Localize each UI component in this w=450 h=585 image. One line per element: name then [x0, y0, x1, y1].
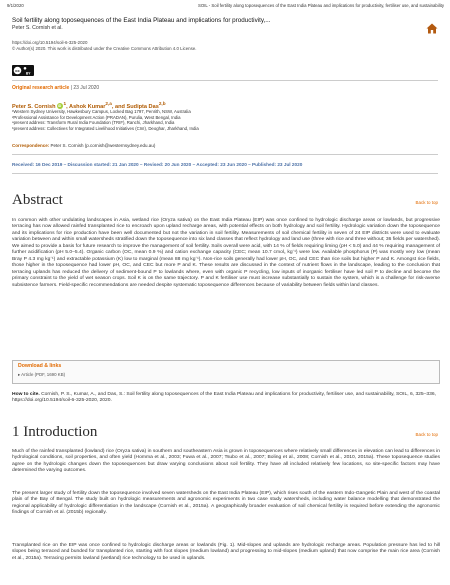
- download-links-title[interactable]: Download & links: [18, 363, 62, 369]
- article-header: [12, 17, 412, 32]
- introduction-paragraph: Much of the rainfed transplanted (lowland) rice (Oryza sativa) in southern and southeastern Asia is grown in toposequences where relatively small differences in elevation can lead to differences in hydrological conditions, soil properties, and often yield (Homma et al., 2003; Fuwa et al., 2007; Tsubo et al., 2007; Boling et al., 2008; Cornish et al., 2010, 2015a). These toposequence studies agree on the hydrologic changes down the toposequences but draw varying conclusions about soil fertility. They have all included relatively few locations, so site-specific factors may have determined the varying outcomes.: [12, 449, 440, 474]
- article-type: [12, 85, 99, 91]
- article-short-authors: Peter S. Cornish et al.: [12, 25, 63, 31]
- author-3-affiliation: 2,b: [158, 101, 166, 106]
- article-type-label: Original research article: [12, 85, 70, 91]
- back-to-top-link[interactable]: Back to top: [415, 200, 438, 205]
- introduction-paragraph: Transplanted rice on the EIP was once confined to hydrologic discharge areas or lowlands (Fig. 1). Mid-slopes and uplands are hydrologic recharge areas. Population pressure has led to hill slopes being terraced and bunded for transplanted rice, starting with foot slopes (medium lowland) and progressing to mid-slopes (medium upland) that now comprise the main rice area (Cornish et al., 2015a). Terracing permits lowland (wetland) rice technology to be used in uplands.: [12, 543, 440, 561]
- affiliation-item: ᵇpresent address: Collectives for Integrated Livelihood Initiatives (CInI), Deoghar, Jharkhand, India: [12, 125, 199, 131]
- by-label: BY: [25, 71, 31, 76]
- introduction-heading: 1 Introduction: [12, 424, 98, 440]
- cc-label: cc: [15, 68, 20, 73]
- back-to-top-link[interactable]: Back to top: [415, 432, 438, 437]
- running-title: SOIL - Soil fertility along toposequences of the East India Plateau and implications for productivity, fertiliser use, and sustainability: [197, 3, 444, 8]
- license-text: © Author(s) 2020. This work is distributed under the Creative Commons Attribution 4.0 License.: [12, 45, 197, 51]
- author-3[interactable]: , and Sudipta Das: [111, 103, 159, 110]
- affiliation-item: ᵃpresent address: Transform Rural India Foundation (TRIF), Ranchi, Jharkhand, India: [12, 120, 175, 126]
- affiliation-item: ²Professional Assistance for Development Action (PRADAN), Purulia, West Bengal, India: [12, 114, 181, 120]
- article-pdf-link[interactable]: ▸ Article (PDF, 1690 KB): [18, 372, 66, 377]
- orcid-icon[interactable]: iD: [57, 104, 62, 109]
- article-short-title: Soil fertility along toposequences of the East India Plateau and implications for productivity,...: [12, 17, 271, 24]
- divider: [12, 173, 438, 174]
- abstract-text: In common with other undulating landscapes in Asia, wetland rice (Oryza sativa) on the East India Plateau (EIP) was once confined to hydrologic discharge areas or lowlands, but progressive terracing has now allowed rainfed transplanted rice to encroach upon upland recharge areas, with potential effects on both hydrology and soil fertility. Hydrologic variation down the toposequence and its implications for rice production have been well documented but not the variation in soil fertility. Measurements of soil chemical fertility in seven of 24 EIP districts were used to evaluate variation between and within small watersheds stratified down the toposequence into six land classes that reflect hydrology and land use (three with rice and three without; 36 fields per watershed). We aimed to provide a basis for future research to improve the management of soil fertility. Soils overall were acid, with 14 % of fields requiring liming (pH < 5.0) and 44 % requiring management of further acidification (pH 5.0–5.4). Organic carbon (OC, mean 0.9 %) and cation exchange capacity (CEC; mean 10.7 cmol꜀ kg⁻¹) were low. Available phosphorus (P) was mostly very low (mean Bray P 4.3 mg kg⁻¹) and extractable potassium (K) low to marginal (mean 88 mg kg⁻¹). Non-rice soils generally had lower pH, OC, and CEC than rice soils but higher P and K. Amongst rice fields, those higher in the toposequence had lower pH, OC, and CEC but more P and K. These results are discussed in the context of nutrient flows in the landscape, leading to the conclusion that terracing uplands has reduced the delivery of sediment-bound P to lowlands where, even with organic P recycling, low inputs of inorganic fertiliser have led soil P to decline and become the primary constraint to the yield of wet season crops. Soil K is on the same trajectory. P and K fertiliser use must increase substantially to sustain the system, which is a challenge for risk-averse subsistence farmers. Field-specific recommendations are needed despite systematic toposequence differences because of variability between fields within land classes.: [12, 218, 440, 288]
- abstract-heading: Abstract: [12, 192, 63, 208]
- print-date: 9/1/2020: [7, 3, 24, 8]
- divider: [12, 154, 438, 155]
- correspondence-email[interactable]: Peter S. Cornish (p.cornish@westernsydney.edu.au): [50, 143, 156, 148]
- print-header: [0, 0, 450, 12]
- correspondence-label: Correspondence:: [12, 143, 50, 148]
- publication-history: Received: 16 Dec 2019 – Discussion started: 21 Jan 2020 – Revised: 20 Jun 2020 – Accepted: 23 Jun 2020 – Published: 23 Jul 2020: [12, 162, 303, 167]
- affiliations: [12, 109, 199, 131]
- how-to-cite-label: How to cite.: [12, 392, 40, 397]
- introduction-paragraph: The present larger study of fertility down the toposequence involved seven watersheds on the East India Plateau (EIP), which rises south of the eastern Indo-Gangetic Plain and west of the coastal plain of the Bay of Bengal. The study built on hydrologic measurements and agronomic experiments in two case study watersheds, including water balance modelling that demonstrated the regional applicability of hydrologic differentiation in the landscape (Cornish et al., 2015a). A geographically broader evaluation of soil chemical fertility is required before extending the agronomic findings of Cornish et al. (2015b) regionally.: [12, 491, 440, 516]
- home-icon[interactable]: [426, 23, 438, 34]
- doi-link[interactable]: https://doi.org/10.5194/soil-6-325-2020: [12, 40, 88, 45]
- divider: [12, 80, 438, 81]
- author-1[interactable]: Peter S. Cornish: [12, 103, 56, 110]
- correspondence: [12, 143, 155, 148]
- how-to-cite: [12, 392, 440, 405]
- cc-by-license-icon[interactable]: [12, 65, 34, 76]
- author-1-affiliation: 1: [63, 101, 67, 106]
- affiliation-item: ¹Western Sydney University, Hawkesbury Campus, Locked Bag 1797, Penrith, NSW, Australia: [12, 109, 191, 114]
- author-2[interactable]: , Ashok Kumar: [66, 103, 106, 110]
- how-to-cite-text: Cornish, P. S., Kumar, A., and Das, S.: Soil fertility along toposequences of the East India Plateau and implications for productivity, fertiliser use, and sustainability, SOIL, 6, 325–336, https://doi.org/10.5194/soil-6-325-2020, 2020.: [12, 392, 437, 404]
- author-2-affiliation: 2,a: [105, 101, 112, 106]
- article-type-date: | 23 Jul 2020: [70, 85, 100, 91]
- download-links-box: [12, 360, 440, 384]
- article-meta: [12, 40, 312, 51]
